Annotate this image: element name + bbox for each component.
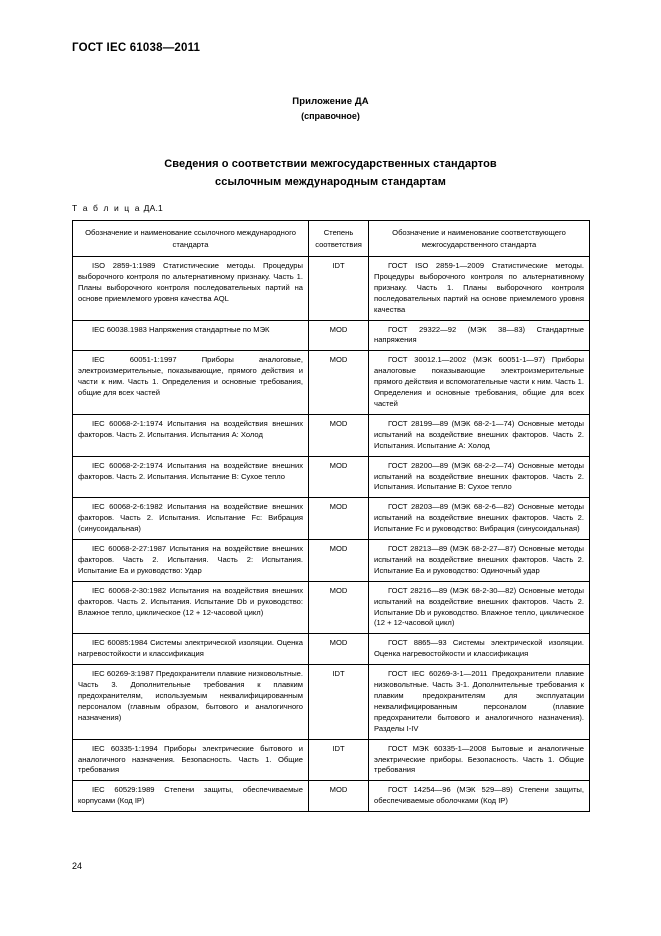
cell-reference-standard-text: IEC 60269-3:1987 Предохранители плавкие низковольтные. Часть 3. Дополнительные требования к плавким предохранителям, используемым неквалифицированным персоналом (главным образом, бытового и аналогичного назначения): [78, 669, 303, 722]
cell-reference-standard-text: IEC 60529:1989 Степени защиты, обеспечиваемые корпусами (Код IP): [78, 785, 303, 806]
cell-national-standard: [369, 257, 590, 321]
cell-degree-of-correspondence: IDT: [309, 739, 369, 781]
cell-national-standard-text: ГОСТ 28200—89 (МЭК 68-2-2—74) Основные методы испытаний на воздействие внешних факторов. Часть 2. Испытания. Испытание В: Сухое тепло: [374, 460, 584, 492]
cell-degree-of-correspondence: IDT: [309, 665, 369, 739]
cell-national-standard: [369, 320, 590, 351]
cell-degree-of-correspondence: MOD: [309, 540, 369, 582]
cell-reference-standard-text: IEC 60068-2-27:1987 Испытания на воздействие внешних факторов. Часть 2. Испытания. Часть 2: Испытания. Испытание Еа и руководство: Удар: [78, 544, 303, 575]
column-header-reference-standard: Обозначение и наименование ссылочного международного стандарта: [73, 221, 309, 257]
cell-national-standard-text: ГОСТ ISO 2859-1—2009 Статистические методы. Процедуры выборочного контроля по альтернативному признаку. Часть 1. Планы выборочного контроля последовательных партий на основе приемлемого уровня качества: [374, 261, 584, 314]
cell-reference-standard: [73, 665, 309, 739]
page-title-line-1: Сведения о соответствии межгосударственных стандартов: [164, 158, 497, 170]
cell-reference-standard: [73, 456, 309, 498]
cell-reference-standard: [73, 351, 309, 415]
table-row: [73, 581, 590, 634]
cell-degree-of-correspondence: MOD: [309, 781, 369, 812]
cell-degree-of-correspondence: MOD: [309, 634, 369, 665]
cell-reference-standard-text: IEC 60068-2-2:1974 Испытания на воздействие внешних факторов. Часть 2. Испытания. Испытание В: Сухое тепло: [78, 460, 303, 481]
table-row: [73, 739, 590, 781]
cell-reference-standard: [73, 257, 309, 321]
table-header-row: [73, 221, 590, 257]
cell-reference-standard: [73, 320, 309, 351]
table-row: [73, 540, 590, 582]
cell-reference-standard: [73, 634, 309, 665]
table-row: [73, 257, 590, 321]
annex-heading: [0, 94, 661, 124]
cell-national-standard-text: ГОСТ 28213—89 (МЭК 68-2-27—87) Основные методы испытаний на воздействие внешних факторов. Часть 2. Испытание Еа и руководство: Одиночный удар: [374, 544, 584, 575]
cell-degree-of-correspondence: MOD: [309, 320, 369, 351]
cell-national-standard: [369, 634, 590, 665]
cell-reference-standard-text: IEC 60068-2-30:1982 Испытания на воздействия внешних факторов. Часть 2. Испытания. Испытание Db и руководство: Влажное тепло, циклическое (12 + 12-часовой цикл): [78, 585, 303, 617]
cell-reference-standard-text: IEC 60068-2-6:1982 Испытания на воздействие внешних факторов. Часть 2. Испытания. Испытание Fc: Вибрация (синусоидальная): [78, 502, 303, 534]
cell-reference-standard-text: ISO 2859-1:1989 Статистические методы. Процедуры выборочного контроля по альтернативному признаку. Часть 1. Планы выборочного контроля последовательных партий на основе приемлемого уровня качества AQL: [78, 261, 303, 303]
cell-national-standard-text: ГОСТ 28199—89 (МЭК 68-2-1—74) Основные методы испытаний на воздействие внешних факторов. Часть 2. Испытания. Испытание А: Холод: [374, 418, 584, 450]
cell-national-standard: [369, 781, 590, 812]
cell-national-standard: [369, 739, 590, 781]
cell-national-standard-text: ГОСТ 8865—93 Системы электрической изоляции. Оценка нагревостойкости и классификация: [374, 638, 584, 659]
cell-reference-standard-text: IEC 60335-1:1994 Приборы электрические бытового и аналогичного назначения. Безопасность. Часть 1. Общие требования: [78, 743, 303, 775]
table-caption-label: Т а б л и ц а: [72, 203, 142, 213]
cell-national-standard-text: ГОСТ 14254—96 (МЭК 529—89) Степени защиты, обеспечиваемые оболочками (Код IP): [374, 785, 584, 806]
cell-national-standard: [369, 498, 590, 540]
page-title-line-2: ссылочным международным стандартам: [215, 176, 446, 188]
table-caption: [72, 203, 163, 213]
table-row: [73, 456, 590, 498]
cell-national-standard-text: ГОСТ 30012.1—2002 (МЭК 60051-1—97) Приборы аналоговые показывающие электроизмерительные прямого действия и вспомогательные части к ним. Часть 1. Определения и основные требования, общие для всех частей: [374, 355, 584, 408]
cell-national-standard: [369, 456, 590, 498]
table-row: [73, 414, 590, 456]
table-row: [73, 781, 590, 812]
cell-reference-standard-text: IEC 60068-2-1:1974 Испытания на воздействия внешних факторов. Часть 2. Испытания. Испытания А: Холод: [78, 418, 303, 439]
cell-reference-standard-text: IEC 60085:1984 Системы электрической изоляции. Оценка нагревостойкости и классификация: [78, 638, 303, 659]
cell-degree-of-correspondence: MOD: [309, 414, 369, 456]
cell-degree-of-correspondence: MOD: [309, 498, 369, 540]
cell-national-standard-text: ГОСТ IEC 60269-3-1—2011 Предохранители плавкие низковольтные. Часть 3-1. Дополнительные требования к плавким предохранителям для эксплуатации неквалифицированным персоналом (плавкие предохранители бытового и аналогичного назначения). Разделы I-IV: [374, 669, 584, 733]
cell-national-standard: [369, 414, 590, 456]
page-number: 24: [72, 861, 83, 871]
table-row: [73, 351, 590, 415]
cell-reference-standard: [73, 739, 309, 781]
table-body: [73, 257, 590, 812]
table-row: [73, 498, 590, 540]
cell-national-standard: [369, 540, 590, 582]
cell-reference-standard: [73, 414, 309, 456]
cell-reference-standard: [73, 540, 309, 582]
cell-national-standard: [369, 351, 590, 415]
cell-reference-standard-text: IEC 60038.1983 Напряжения стандартные по МЭК: [92, 324, 270, 334]
table-row: [73, 665, 590, 739]
table-row: [73, 320, 590, 351]
cell-national-standard-text: ГОСТ МЭК 60335-1—2008 Бытовые и аналогичные электрические приборы. Безопасность. Часть 1. Общие требования: [374, 743, 584, 775]
cell-reference-standard: [73, 781, 309, 812]
cell-degree-of-correspondence: MOD: [309, 456, 369, 498]
cell-national-standard-text: ГОСТ 29322—92 (МЭК 38—83) Стандартные напряжения: [374, 324, 584, 345]
cell-national-standard-text: ГОСТ 28216—89 (МЭК 68-2-30—82) Основные методы испытаний на воздействие внешних факторов. Часть 2. Испытание Db и руководство. Влажное тепло, циклическое (12 + 12-часовой цикл): [374, 585, 584, 628]
annex-subtitle: (справочное): [301, 111, 360, 121]
annex-title: Приложение ДА: [292, 96, 369, 107]
column-header-degree: Степень соответствия: [309, 221, 369, 257]
cell-reference-standard: [73, 498, 309, 540]
table-row: [73, 634, 590, 665]
column-header-national-standard: Обозначение и наименование соответствующего межгосударственного стандарта: [369, 221, 590, 257]
cell-degree-of-correspondence: IDT: [309, 257, 369, 321]
cell-national-standard: [369, 665, 590, 739]
page-title: [0, 155, 661, 191]
correspondence-table: [72, 220, 590, 812]
table-caption-number: ДА.1: [143, 203, 163, 213]
cell-degree-of-correspondence: MOD: [309, 581, 369, 634]
cell-reference-standard: [73, 581, 309, 634]
running-head: ГОСТ IEC 61038—2011: [72, 42, 201, 54]
cell-reference-standard-text: IEC 60051-1:1997 Приборы аналоговые, электроизмерительные, показывающие, прямого действия и части к ним. Часть 1. Определения и основные требования, общие для всех частей: [78, 355, 303, 398]
cell-degree-of-correspondence: MOD: [309, 351, 369, 415]
cell-national-standard-text: ГОСТ 28203—89 (МЭК 68-2-6—82) Основные методы испытаний на воздействие внешних факторов. Часть 2. Испытание Fc и руководство: Вибрация (синусоидальная): [374, 502, 584, 534]
cell-national-standard: [369, 581, 590, 634]
